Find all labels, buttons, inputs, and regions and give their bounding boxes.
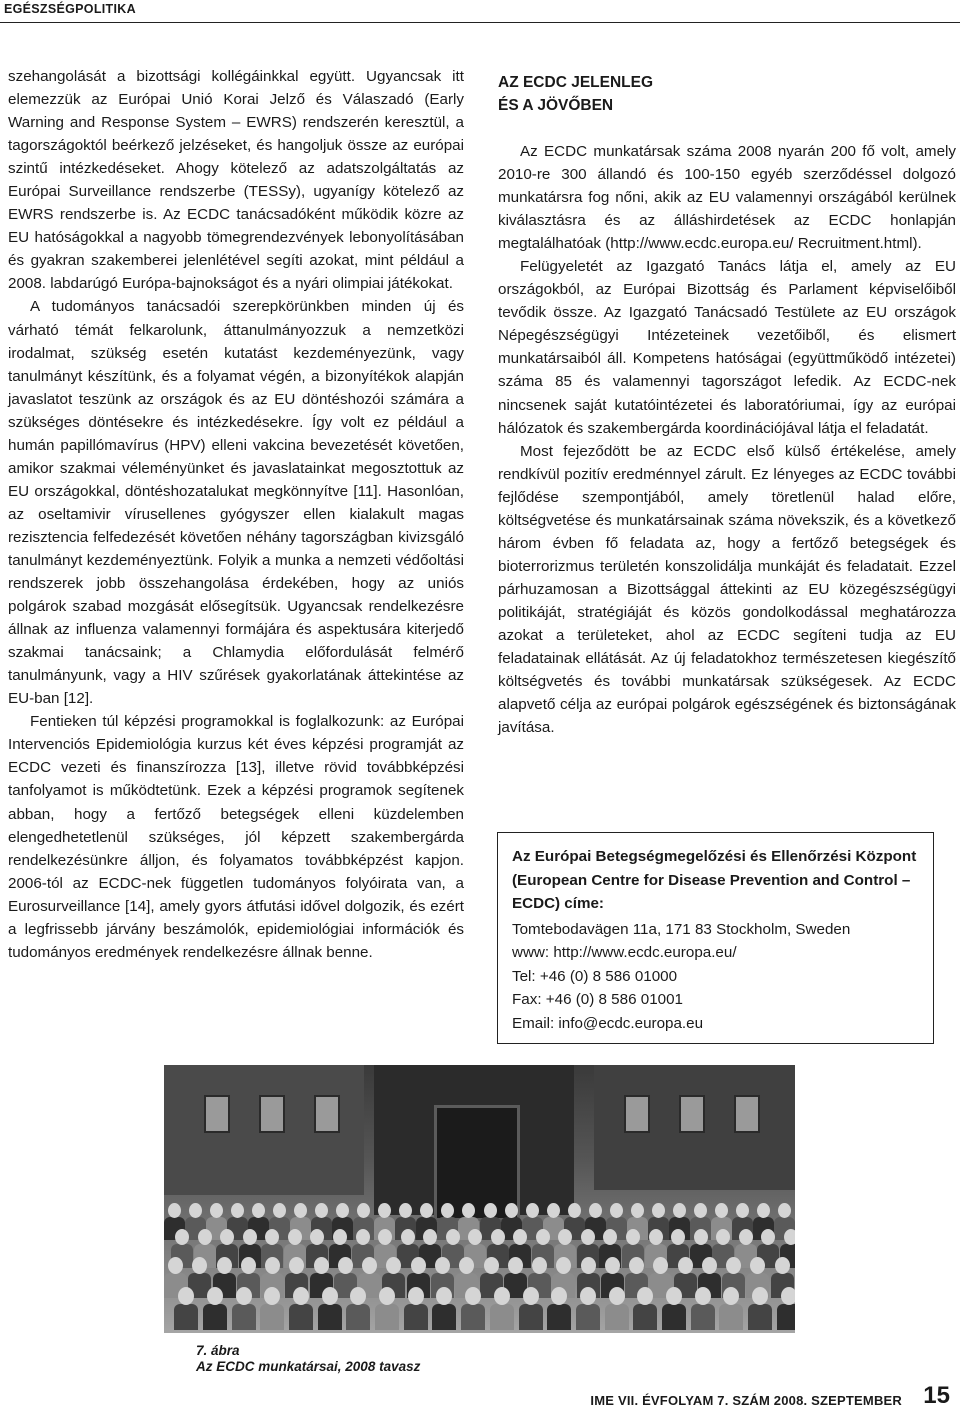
photo-person-head (168, 1203, 181, 1218)
photo-person-head (556, 1257, 571, 1274)
photo-person-head (694, 1229, 708, 1245)
photo-person-head (716, 1229, 730, 1245)
photo-window (734, 1095, 760, 1133)
page-footer (0, 1379, 960, 1423)
photo-person-body (375, 1304, 399, 1330)
photo-person-head (678, 1257, 693, 1274)
photo-person-head (198, 1229, 212, 1245)
photo-person-head (236, 1287, 252, 1305)
photo-person-head (715, 1203, 728, 1218)
contact-www: www: http://www.ecdc.europa.eu/ (512, 944, 737, 961)
photo-person-head (626, 1229, 640, 1245)
photo-person-head (231, 1203, 244, 1218)
photo-person-head (484, 1203, 497, 1218)
right-paragraph-2: Felügyeletét az Igazgató Tanács látja el, amely az EU országokból, az Európai Bizottság és Parlament képviselőiből tevődik össze. Az Igazgató Tanácsadó Testülete az EU országok Népegészségügyi Intézeteinek vezetőiből, és elismert munkatársaiból áll. Kompetens hatóságai (együttműködő intézetei) száma 85 és valamennyi tagországot lefedik. Az ECDC-nek nincsenek saját kutatóintézetei és laboratóriumai, így az európai hálózatok és szakembergárda koordinációjával látja el feladatát. (498, 258, 956, 437)
photo-window (679, 1095, 705, 1133)
photo-person-head (558, 1229, 572, 1245)
photo-person-head (652, 1203, 665, 1218)
photo-person-head (723, 1287, 739, 1305)
photo-person-head (508, 1257, 523, 1274)
photo-person-head (362, 1257, 377, 1274)
photo-person-head (523, 1287, 539, 1305)
photo-crowd (164, 1195, 795, 1333)
photo-person-head (436, 1287, 452, 1305)
photo-person-body (662, 1304, 686, 1330)
photo-person-head (322, 1287, 338, 1305)
photo-person-head (568, 1203, 581, 1218)
photo-person-head (505, 1203, 518, 1218)
photo-person-head (293, 1287, 309, 1305)
photo-person-head (784, 1229, 795, 1245)
photo-person-head (350, 1287, 366, 1305)
photo-person-head (207, 1287, 223, 1305)
photo-person-head (526, 1203, 539, 1218)
figure-caption-text: Az ECDC munkatársai, 2008 tavasz (196, 1359, 421, 1374)
photo-person-head (210, 1203, 223, 1218)
photo-person-head (178, 1287, 194, 1305)
photo-person-body (318, 1304, 342, 1330)
photo-person-body (174, 1304, 198, 1330)
photo-person-head (220, 1229, 234, 1245)
photo-person-head (289, 1257, 304, 1274)
photo-person-head (695, 1287, 711, 1305)
photo-person-body (633, 1304, 657, 1330)
photo-person-head (757, 1203, 770, 1218)
photo-person-head (379, 1287, 395, 1305)
photo-person-head (315, 1203, 328, 1218)
photo-window (204, 1095, 230, 1133)
photo-person-head (551, 1287, 567, 1305)
photo-person-head (175, 1229, 189, 1245)
right-paragraph-3: Most fejeződött be az ECDC első külső értékelése, amely rendkívül pozitív eredménnyel zárult. Ez lényeges az ECDC további fejlődése szempontjából, amely töretlenül halad előre, költségvetése és munkatársainak száma növekszik, és a következő három évben fő feladata az, hogy a fertőző betegségek és bioterrorizmus területén konszolidálja munkáját és feladatait. Ezzel párhuzamosan a Bizottsággal áttekinti az EU közegészségügyi politikáját, stratégiáját és közös gondolkodással meghatározza azokat a területeket, ahol az ECDC segíteni tudja az EU feladatainak ellátását. Az új feladatokhoz természetesen kiegészítő költségvetés és további munkatársak szükségesek. Az ECDC alapvető célja az európai polgárok egészségének és biztonságának javítása. (498, 442, 956, 737)
contact-email: Email: info@ecdc.europa.eu (512, 1014, 704, 1032)
photo-person-head (356, 1229, 370, 1245)
photo-person-body (260, 1304, 284, 1330)
photo-person-body (404, 1304, 428, 1330)
contact-address: Tomtebodavägen 11a, 171 83 Stockholm, Sweden (512, 920, 851, 938)
photo-person-head (702, 1257, 717, 1274)
photo-person-head (671, 1229, 685, 1245)
photo-person-body (547, 1304, 571, 1330)
photo-person-head (653, 1257, 668, 1274)
left-paragraph-3: Fentieken túl képzési programokkal is foglalkozunk: az Európai Intervenciós Epidemiológia kurzus két éves képzési programját az ECDC vezeti és finanszírozza [13], illetve rövid továbbképzési tanfolyamot is működtetünk. Ezek a képzési programok segítenek abban, hogy a fertőző betegségek elleni küzdelemben elengedhetetlenül szükséges, jól képzett szakembergárda rendelkezésünkre álljon, és folyamatos továbbképzést kapjon. 2006-tól az ECDC-nek független tudományos folyóirata van, a Eurosurveillance [14], amely gyors átfutási idővel dolgozik, és ezért a legfrissebb járvány beszámolók, epidemiológiai információk és tudományos eredmények rendelkezésre állnak benne. (8, 713, 464, 961)
photo-person-head (775, 1257, 790, 1274)
photo-person-head (408, 1287, 424, 1305)
photo-person-body (777, 1304, 795, 1330)
photo-person-head (694, 1203, 707, 1218)
photo-person-head (750, 1257, 765, 1274)
photo-person-head (435, 1257, 450, 1274)
photo-person-head (610, 1203, 623, 1218)
photo-person-body (519, 1304, 543, 1330)
photo-person-head (288, 1229, 302, 1245)
photo-person-body (461, 1304, 485, 1330)
photo-person-head (401, 1229, 415, 1245)
photo-person-body (232, 1304, 256, 1330)
photo-person-body (203, 1304, 227, 1330)
photo-person-head (494, 1287, 510, 1305)
photo-person-head (609, 1287, 625, 1305)
figure-caption (196, 1343, 420, 1375)
photo-person-head (673, 1203, 686, 1218)
left-paragraph-1: szehangolását a bizottsági kollégáinkkal együtt. Ugyancsak itt elemezzük az Európai Unió Korai Jelző és Válaszadó (Early Warning and Response System – EWRS) rendszerén keresztül, a tagországoktól beérkező jelzéseket, és hangoljuk össze az európai szintű intézkedéseket. Ahogy kötelező az adatszolgáltatás az Európai Surveillance rendszerbe (TESSy), ugyanígy kötelező az EWRS rendszerbe is. Az ECDC tanácsadóként működik közre az EU hatóságokkal a nagyobb tömegrendezvények lebonyolításában és gyakran szakemberei jelenlétével segíti azokat, mint például a 2008. labdarúgó Európa-bajnokságot és a nyári olimpiai játékokat. (8, 68, 464, 293)
photo-person-head (441, 1203, 454, 1218)
photo-person-head (781, 1287, 795, 1305)
photo-person-head (264, 1287, 280, 1305)
photo-person-body (576, 1304, 600, 1330)
photo-person-head (243, 1229, 257, 1245)
section-header: EGÉSZSÉGPOLITIKA (4, 2, 136, 16)
photo-person-head (378, 1203, 391, 1218)
photo-person-head (581, 1229, 595, 1245)
page-number: 15 (923, 1382, 950, 1409)
photo-person-head (273, 1203, 286, 1218)
photo-person-head (459, 1257, 474, 1274)
right-column (498, 71, 956, 739)
left-column (8, 65, 464, 964)
photo-person-head (265, 1229, 279, 1245)
photo-person-head (581, 1257, 596, 1274)
photo-person-head (265, 1257, 280, 1274)
figure-label: 7. ábra (196, 1343, 240, 1358)
photo-person-head (736, 1203, 749, 1218)
contact-title: Az Európai Betegségmegelőzési és Ellenőrzési Központ (European Centre for Disease Prevention and Control – ECDC) címe: (512, 848, 917, 912)
photo-person-head (333, 1229, 347, 1245)
photo-person-body (490, 1304, 514, 1330)
photo-person-body (691, 1304, 715, 1330)
photo-person-body (432, 1304, 456, 1330)
photo-person-head (420, 1203, 433, 1218)
photo-person-head (462, 1203, 475, 1218)
photo-person-head (386, 1257, 401, 1274)
header-divider (0, 22, 960, 23)
photo-person-head (752, 1287, 768, 1305)
contact-box (497, 832, 934, 1044)
photo-person-head (649, 1229, 663, 1245)
journal-issue: IME VII. ÉVFOLYAM 7. SZÁM 2008. SZEPTEMBER (590, 1393, 902, 1408)
photo-person-head (491, 1229, 505, 1245)
photo-person-head (465, 1287, 481, 1305)
photo-person-head (666, 1287, 682, 1305)
photo-person-head (484, 1257, 499, 1274)
photo-person-head (637, 1287, 653, 1305)
photo-window (314, 1095, 340, 1133)
photo-person-head (378, 1229, 392, 1245)
photo-person-head (411, 1257, 426, 1274)
photo-person-body (748, 1304, 772, 1330)
photo-person-head (778, 1203, 791, 1218)
photo-person-head (357, 1203, 370, 1218)
photo-person-head (336, 1203, 349, 1218)
section-title-line-1: AZ ECDC JELENLEG (498, 74, 654, 91)
photo-person-head (589, 1203, 602, 1218)
section-title (498, 71, 956, 117)
photo-person-body (719, 1304, 743, 1330)
photo-person-head (168, 1257, 183, 1274)
photo-person-head (726, 1257, 741, 1274)
contact-tel: Tel: +46 (0) 8 586 01000 (512, 967, 678, 985)
photo-person-head (468, 1229, 482, 1245)
photo-person-head (338, 1257, 353, 1274)
photo-person-head (310, 1229, 324, 1245)
left-paragraph-2: A tudományos tanácsadói szerepkörünkben minden új és várható témát felkarolunk, áttanulmányozzuk a nemzetközi irodalmat, szükség esetén kutatást kezdeményezünk, vagy tanulmányt készítünk, és a folyamat végén, a bizonyítékok alapján javaslatot teszünk az országok és az EU döntéshozói számára a szükséges döntésekre és intézkedésekre. Így volt ez például a humán papillómavírus (HPV) elleni vakcina bevezetését követően, amikor szakmai véleményünket és javaslatainkat megosztottuk az EU országokkal, döntéshozatalukat megkönnyítve [11]. Hasonlóan, az oseltamivir vírusellenes gyógyszer ellen kialakult magas rezisztencia felfedezését követően néhány tagországban kivizsgáló tanulmányt kezdeményeztünk. Folyik a munka a nemzeti védőoltási rendszerek jobb összehangolása érdekében, hogy az uniós polgárok szabad mozgását elősegítsük. Ugyancsak rendelkezésre állnak az influenza valamennyi formájára és aspektusára kiterjedő szakmai tanácsaink; a Chlamydia előfordulását felmérő tanulmányunk, vagy a HIV szűrések gyakorlatának áttekintése az EU-ban [12]. (8, 298, 464, 708)
photo-person-head (217, 1257, 232, 1274)
photo-person-head (241, 1257, 256, 1274)
photo-person-head (189, 1203, 202, 1218)
photo-person-head (192, 1257, 207, 1274)
photo-person-head (536, 1229, 550, 1245)
photo-person-body (289, 1304, 313, 1330)
photo-person-head (423, 1229, 437, 1245)
photo-person-head (605, 1257, 620, 1274)
section-title-line-2: ÉS A JÖVŐBEN (498, 97, 614, 114)
photo-person-head (631, 1203, 644, 1218)
photo-person-head (294, 1203, 307, 1218)
photo-window (259, 1095, 285, 1133)
photo-person-body (346, 1304, 370, 1330)
right-paragraph-1: Az ECDC munkatársak száma 2008 nyarán 200 fő volt, amely 2010-re 300 állandó és 100-150 egyéb szerződéssel dolgozó munkatársra fog nőni, akik az EU valamennyi országából kerülnek kiválasztásra és az álláshirdetések az ECDC honlapján megtalálhatóak (http://www.ecdc.europa.eu/ Recruitment.html). (498, 143, 956, 253)
photo-window (624, 1095, 650, 1133)
contact-fax: Fax: +46 (0) 8 586 01001 (512, 991, 683, 1008)
photo-person-head (547, 1203, 560, 1218)
photo-person-head (513, 1229, 527, 1245)
photo-person-head (603, 1229, 617, 1245)
photo-person-head (580, 1287, 596, 1305)
photo-person-head (629, 1257, 644, 1274)
photo-person-head (739, 1229, 753, 1245)
photo-person-head (252, 1203, 265, 1218)
staff-group-photo (164, 1065, 795, 1333)
photo-person-head (399, 1203, 412, 1218)
photo-person-body (605, 1304, 629, 1330)
photo-person-head (446, 1229, 460, 1245)
photo-person-head (761, 1229, 775, 1245)
photo-person-head (314, 1257, 329, 1274)
photo-person-head (532, 1257, 547, 1274)
